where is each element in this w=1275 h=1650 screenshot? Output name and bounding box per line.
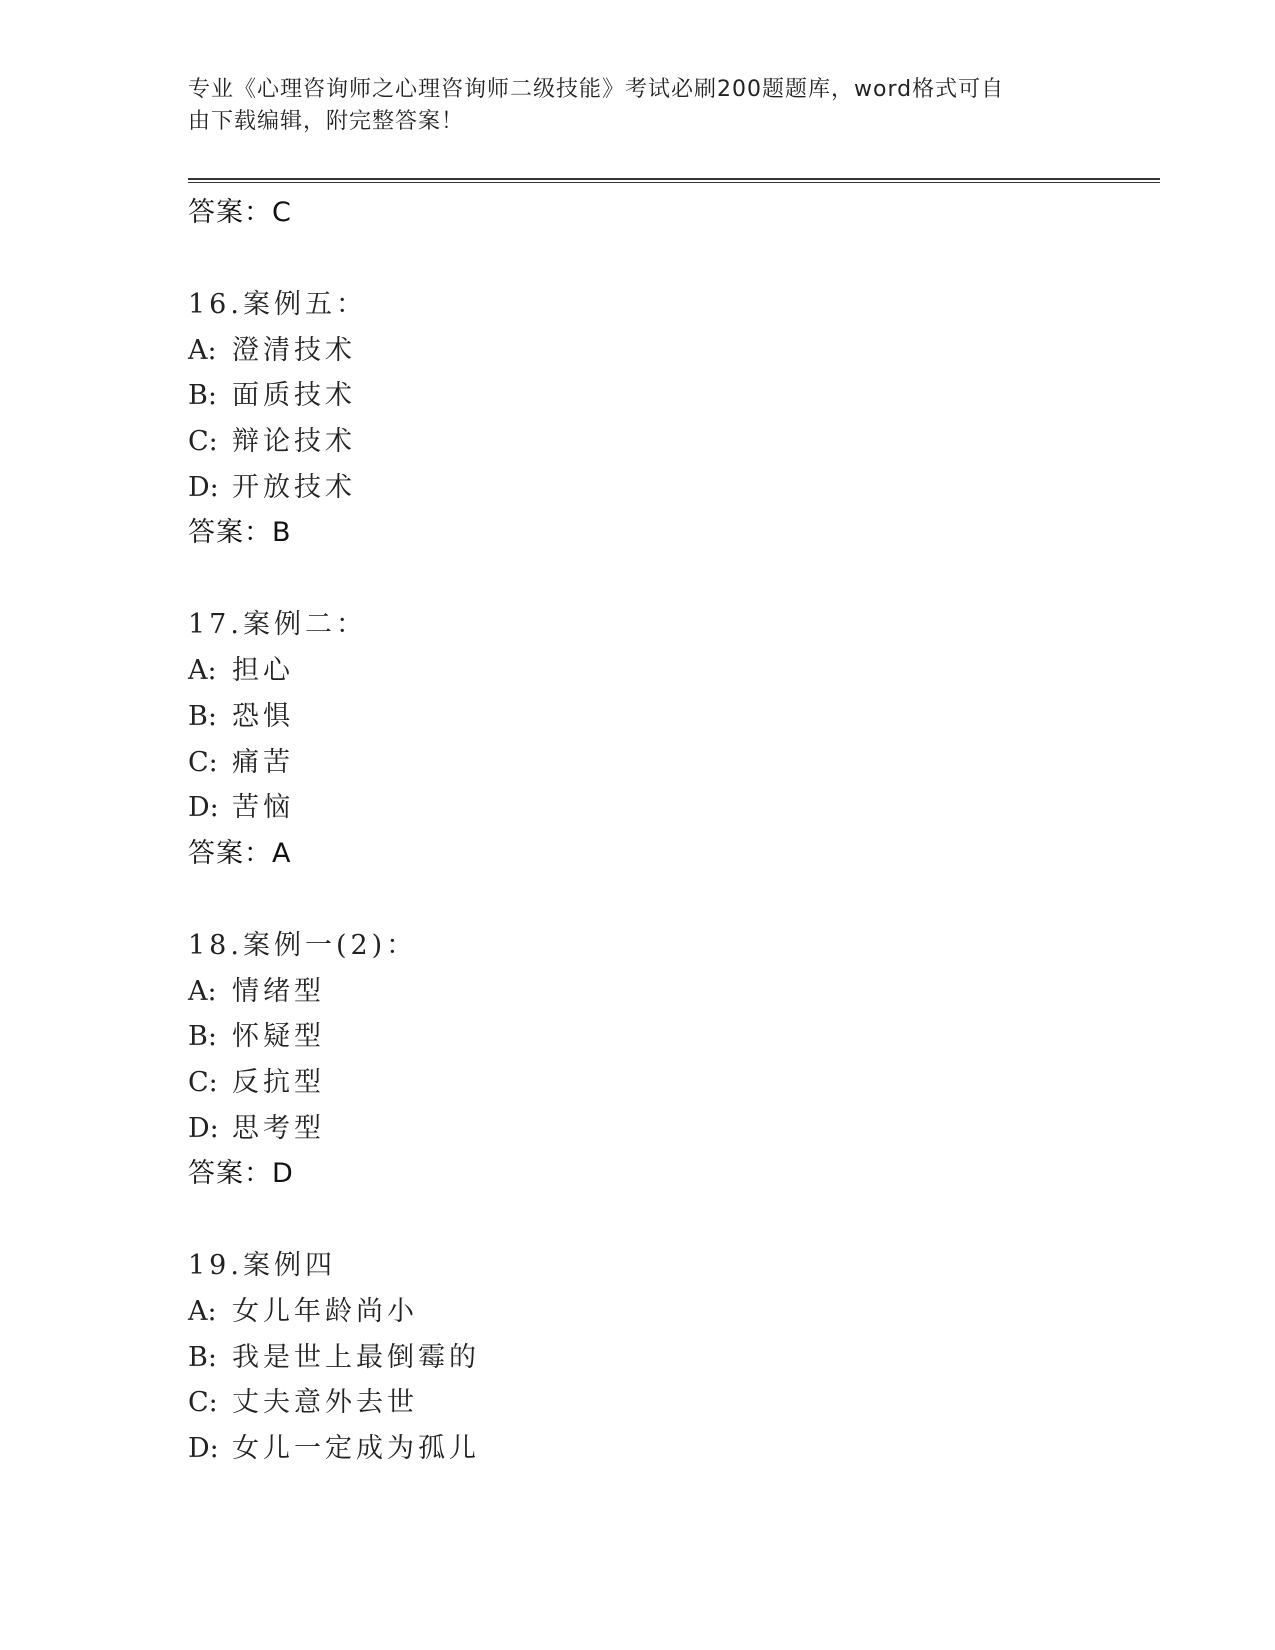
option-text: 丈夫意外去世 xyxy=(232,1387,418,1419)
option-letter: C: xyxy=(188,746,218,778)
spacer xyxy=(188,236,1148,282)
answer-line: 答案：B xyxy=(188,517,292,549)
option-b xyxy=(188,694,1148,740)
question-block xyxy=(188,282,1148,556)
option-text: 痛苦 xyxy=(232,746,294,778)
option-letter: B: xyxy=(188,1341,217,1373)
question-block xyxy=(188,602,1148,876)
option-text: 辩论技术 xyxy=(232,426,356,458)
option-d xyxy=(188,785,1148,831)
option-a xyxy=(188,1289,1148,1335)
answer-line: 答案：A xyxy=(188,837,292,869)
question-list xyxy=(188,190,1148,1472)
header-line-2: 由下载编辑，附完整答案！ xyxy=(188,109,465,134)
answer-line: 答案：C xyxy=(188,197,292,228)
option-text: 苦恼 xyxy=(232,792,294,824)
option-c xyxy=(188,740,1148,786)
option-a xyxy=(188,328,1148,374)
option-b xyxy=(188,373,1148,419)
option-text: 面质技术 xyxy=(232,380,356,412)
option-text: 女儿年龄尚小 xyxy=(232,1296,418,1327)
option-b xyxy=(188,1014,1148,1060)
question-title: 16.案例五： xyxy=(188,289,367,320)
option-letter: D: xyxy=(188,792,219,824)
question-title: 17.案例二： xyxy=(188,609,367,641)
option-letter: D: xyxy=(188,1112,219,1144)
option-letter: A: xyxy=(188,655,217,687)
option-text: 情绪型 xyxy=(232,975,325,1007)
option-text: 澄清技术 xyxy=(232,334,356,366)
option-letter: C: xyxy=(188,1066,218,1098)
option-letter: B: xyxy=(188,380,217,412)
option-letter: B: xyxy=(188,1021,217,1053)
spacer xyxy=(188,1197,1148,1243)
question-block xyxy=(188,923,1148,1197)
option-letter: D: xyxy=(188,471,219,503)
option-a xyxy=(188,969,1148,1015)
option-letter: A: xyxy=(188,1296,217,1327)
option-text: 思考型 xyxy=(232,1112,325,1144)
question-title: 19.案例四 xyxy=(188,1250,336,1282)
option-text: 反抗型 xyxy=(232,1066,325,1098)
option-letter: C: xyxy=(188,1387,218,1419)
document-header xyxy=(188,74,1068,138)
option-d xyxy=(188,465,1148,511)
header-line-1: 专业《心理咨询师之心理咨询师二级技能》考试必刷200题题库，word格式可自 xyxy=(188,77,1005,102)
option-a xyxy=(188,648,1148,694)
option-letter: A: xyxy=(188,334,217,366)
option-c xyxy=(188,1060,1148,1106)
option-text: 女儿一定成为孤儿 xyxy=(232,1433,480,1465)
question-title: 18.案例一(2)： xyxy=(188,929,418,961)
option-d xyxy=(188,1426,1148,1472)
option-text: 我是世上最倒霉的 xyxy=(232,1341,480,1373)
option-letter: C: xyxy=(188,426,218,458)
spacer xyxy=(188,556,1148,602)
question-block xyxy=(188,1243,1148,1471)
option-text: 开放技术 xyxy=(232,471,356,503)
option-c xyxy=(188,419,1148,465)
option-c xyxy=(188,1380,1148,1426)
spacer xyxy=(188,877,1148,923)
option-text: 担心 xyxy=(232,655,294,687)
option-letter: A: xyxy=(188,975,217,1007)
option-b xyxy=(188,1335,1148,1381)
option-text: 怀疑型 xyxy=(232,1021,325,1053)
option-text: 恐惧 xyxy=(232,700,294,732)
option-d xyxy=(188,1106,1148,1152)
option-letter: D: xyxy=(188,1433,219,1465)
header-divider xyxy=(188,178,1160,183)
answer-line: 答案：D xyxy=(188,1158,294,1190)
option-letter: B: xyxy=(188,700,217,732)
